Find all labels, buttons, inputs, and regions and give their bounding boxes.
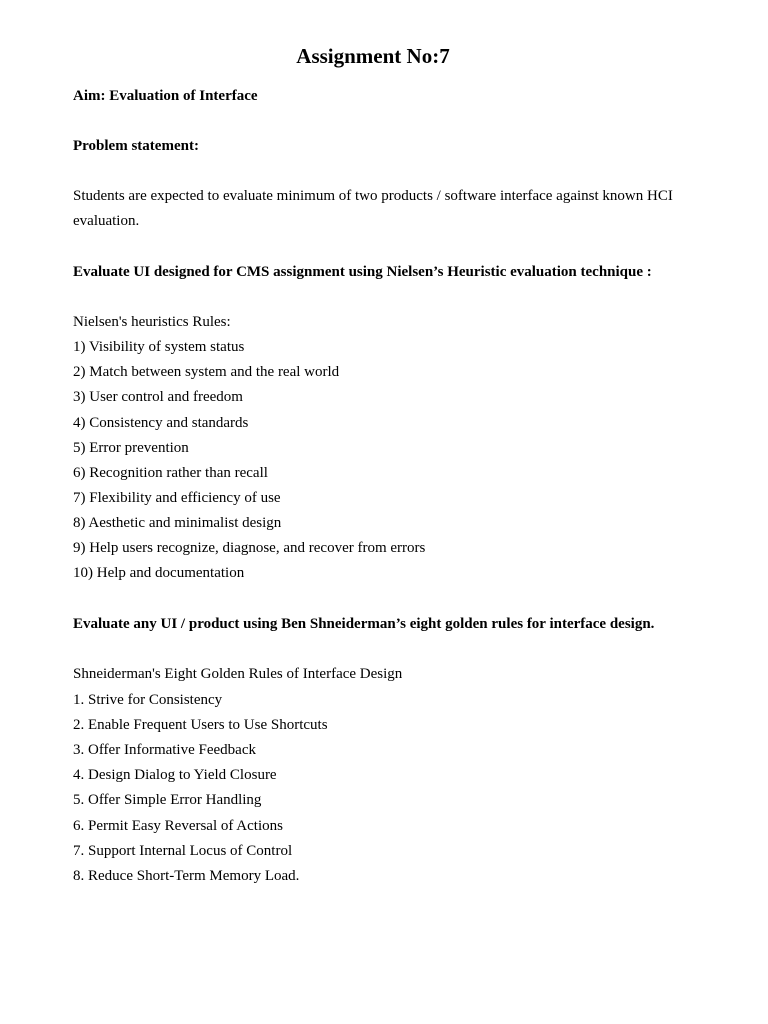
nielsen-rule: 4) Consistency and standards xyxy=(73,415,249,431)
shneiderman-rule: 5. Offer Simple Error Handling xyxy=(73,792,262,808)
nielsen-rule: 2) Match between system and the real world xyxy=(73,364,340,380)
nielsen-task: Evaluate UI designed for CMS assignment using Nielsen’s Heuristic evaluation technique : xyxy=(73,264,652,280)
shneiderman-rule: 7. Support Internal Locus of Control xyxy=(73,843,293,859)
nielsen-rule: 8) Aesthetic and minimalist design xyxy=(73,515,282,531)
shneiderman-rule: 8. Reduce Short-Term Memory Load. xyxy=(73,868,300,884)
page-title: Assignment No:7 xyxy=(296,44,450,68)
nielsen-rule: 6) Recognition rather than recall xyxy=(73,465,268,481)
shneiderman-rule: 4. Design Dialog to Yield Closure xyxy=(73,767,277,783)
nielsen-rule: 1) Visibility of system status xyxy=(73,339,245,355)
shneiderman-task: Evaluate any UI / product using Ben Shneiderman’s eight golden rules for interface design. xyxy=(73,616,655,632)
problem-text: Students are expected to evaluate minimum of two products / software interface against known HCI evaluation. xyxy=(73,188,673,229)
shneiderman-rule: 1. Strive for Consistency xyxy=(73,692,223,708)
shneiderman-rule: 2. Enable Frequent Users to Use Shortcuts xyxy=(73,717,328,733)
nielsen-rule: 9) Help users recognize, diagnose, and recover from errors xyxy=(73,540,426,556)
shneiderman-rule: 6. Permit Easy Reversal of Actions xyxy=(73,818,283,834)
shneiderman-rule: 3. Offer Informative Feedback xyxy=(73,742,256,758)
aim-line: Aim: Evaluation of Interface xyxy=(73,88,258,104)
problem-heading: Problem statement: xyxy=(73,138,199,154)
shneiderman-heading: Shneiderman's Eight Golden Rules of Interface Design xyxy=(73,666,403,682)
nielsen-rule: 3) User control and freedom xyxy=(73,389,243,405)
nielsen-rule: 10) Help and documentation xyxy=(73,565,245,581)
nielsen-heading: Nielsen's heuristics Rules: xyxy=(73,314,231,330)
nielsen-rule: 5) Error prevention xyxy=(73,440,189,456)
nielsen-rule: 7) Flexibility and efficiency of use xyxy=(73,490,281,506)
